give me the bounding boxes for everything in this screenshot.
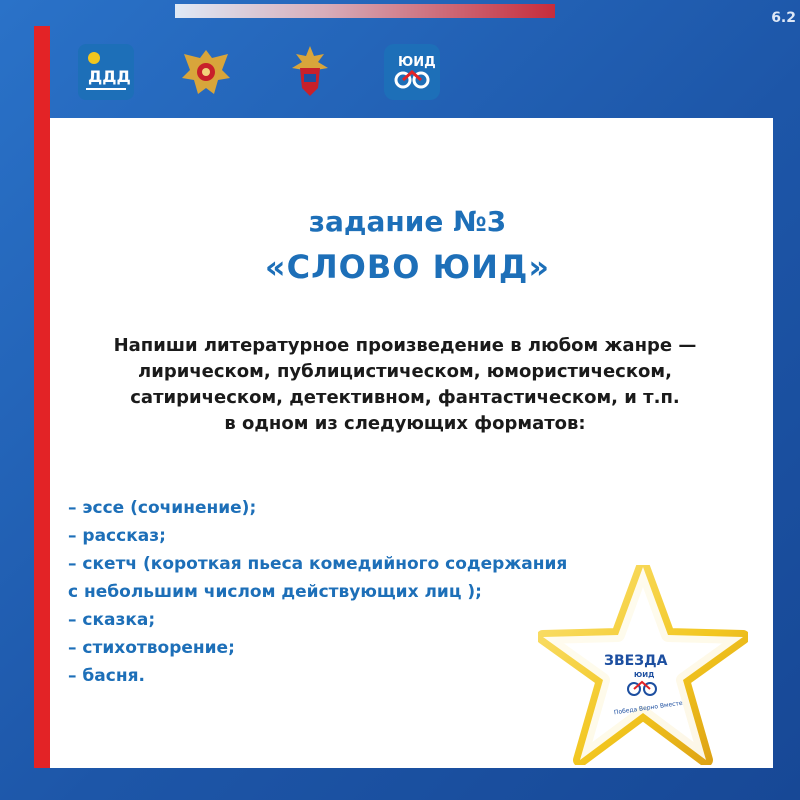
mvd-emblem (282, 44, 338, 100)
intro-line: лирическом, публицистическом, юмористическом, (138, 361, 672, 382)
star-subtitle: ЮИД (634, 671, 655, 679)
list-item: – рассказ; (68, 526, 166, 546)
list-item: – сказка; (68, 610, 156, 630)
star-title: ЗВЕЗДА (604, 653, 668, 669)
list-item: – басня. (68, 666, 145, 686)
education-ministry-emblem (178, 44, 234, 100)
task-title: задание №3 (308, 205, 507, 238)
task-name: «СЛОВО ЮИД» (264, 248, 551, 286)
red-accent-bar (34, 26, 50, 768)
list-item: – стихотворение; (68, 638, 235, 658)
list-item: с небольшим числом действующих лиц ); (68, 582, 482, 602)
top-ribbon (175, 4, 555, 18)
intro-line: Напиши литературное произведение в любом жанре — (113, 335, 697, 356)
yuid-logo-text: ЮИД (398, 55, 436, 70)
yuid-logo (384, 44, 440, 100)
star-caption: Победа Верно Вместе (613, 699, 684, 717)
intro-text (60, 333, 750, 437)
ddd-logo (78, 44, 134, 100)
list-item: – скетч (короткая пьеса комедийного содержания (68, 554, 568, 574)
star-badge (538, 565, 748, 765)
ddd-logo-text: ДДД (88, 67, 131, 86)
intro-line: в одном из следующих форматов: (224, 413, 586, 434)
formats-list (68, 494, 567, 690)
intro-line: сатирическом, детективном, фантастическом, и т.п. (130, 387, 680, 408)
list-item: – эссе (сочинение); (68, 498, 257, 518)
page-tag: 6.2 (771, 10, 796, 26)
star-icon (538, 565, 748, 765)
